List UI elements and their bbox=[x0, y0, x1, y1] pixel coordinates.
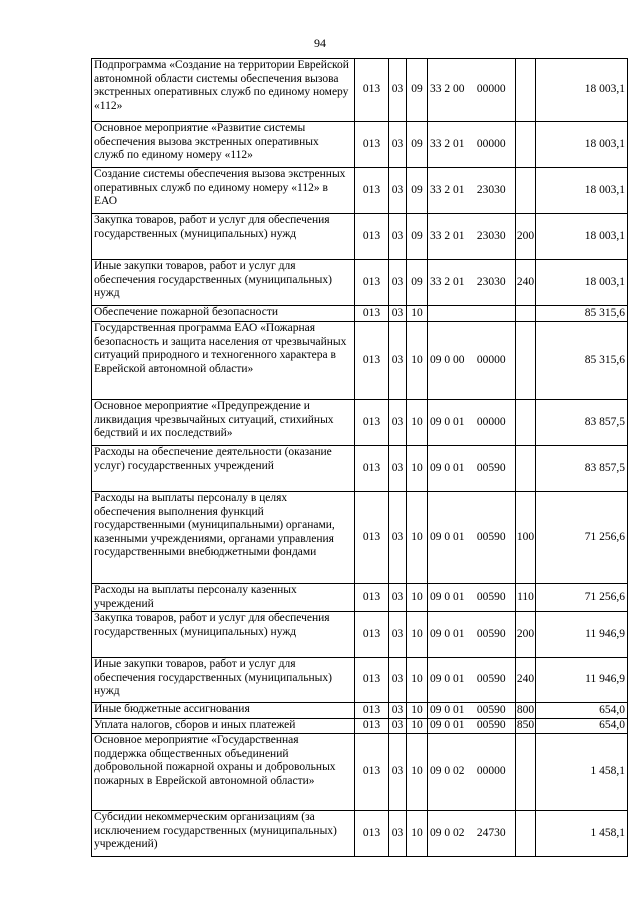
table-row bbox=[92, 658, 628, 703]
row-grbs-code: 013 bbox=[355, 719, 389, 734]
row-grbs-code: 013 bbox=[355, 446, 389, 492]
row-target-article-direction: 00590 bbox=[476, 530, 506, 543]
row-amount: 18 003,1 bbox=[536, 260, 628, 306]
row-target-article-direction: 23030 bbox=[476, 229, 506, 242]
row-expense-type bbox=[516, 322, 536, 400]
row-name: Основное мероприятие «Государственная поддержка общественных объединений добровольной пожарной охраны и добровольных пожарных в Еврейской автономной области» bbox=[92, 734, 355, 811]
row-name: Закупка товаров, работ и услуг для обеспечения государственных (муниципальных) нужд bbox=[92, 612, 355, 658]
row-expense-type: 800 bbox=[516, 703, 536, 719]
row-target-article bbox=[428, 612, 516, 658]
row-name: Основное мероприятие «Предупреждение и ликвидация чрезвычайных ситуаций, стихийных бедствий и их последствий» bbox=[92, 400, 355, 446]
row-expense-type bbox=[516, 446, 536, 492]
row-name: Обеспечение пожарной безопасности bbox=[92, 306, 355, 322]
row-subsection-code: 10 bbox=[407, 658, 428, 703]
row-amount: 71 256,6 bbox=[536, 584, 628, 612]
table-row bbox=[92, 59, 628, 122]
row-subsection-code: 10 bbox=[407, 306, 428, 322]
row-grbs-code: 013 bbox=[355, 492, 389, 584]
row-section-code: 03 bbox=[389, 122, 407, 168]
row-section-code: 03 bbox=[389, 306, 407, 322]
budget-table bbox=[91, 58, 628, 857]
table-row bbox=[92, 811, 628, 857]
row-target-article-direction: 00590 bbox=[476, 461, 506, 474]
row-target-article-direction: 00000 bbox=[476, 415, 506, 428]
row-target-article-program: 09 0 01 bbox=[430, 530, 465, 543]
row-amount: 654,0 bbox=[536, 703, 628, 719]
row-expense-type bbox=[516, 122, 536, 168]
row-subsection-code: 10 bbox=[407, 446, 428, 492]
row-target-article-program: 09 0 01 bbox=[430, 590, 465, 603]
row-name: Государственная программа ЕАО «Пожарная безопасность и защита населения от чрезвычайных ситуаций природного и техногенного характера в Еврейской автономной области» bbox=[92, 322, 355, 400]
row-amount: 85 315,6 bbox=[536, 306, 628, 322]
row-amount: 71 256,6 bbox=[536, 492, 628, 584]
row-name: Иные закупки товаров, работ и услуг для обеспечения государственных (муниципальных) нужд bbox=[92, 658, 355, 703]
table-row bbox=[92, 260, 628, 306]
row-target-article bbox=[428, 719, 516, 734]
row-amount: 18 003,1 bbox=[536, 214, 628, 260]
row-amount: 1 458,1 bbox=[536, 734, 628, 811]
row-subsection-code: 10 bbox=[407, 734, 428, 811]
row-expense-type: 110 bbox=[516, 584, 536, 612]
row-target-article-program: 09 0 01 bbox=[430, 627, 465, 640]
row-name: Расходы на выплаты персоналу казенных учреждений bbox=[92, 584, 355, 612]
row-grbs-code: 013 bbox=[355, 260, 389, 306]
row-target-article-program: 33 2 01 bbox=[430, 229, 465, 242]
row-grbs-code: 013 bbox=[355, 811, 389, 857]
row-target-article bbox=[428, 306, 516, 322]
row-target-article-program: 33 2 01 bbox=[430, 183, 465, 196]
row-section-code: 03 bbox=[389, 214, 407, 260]
row-section-code: 03 bbox=[389, 612, 407, 658]
row-target-article bbox=[428, 584, 516, 612]
row-expense-type: 200 bbox=[516, 214, 536, 260]
row-subsection-code: 09 bbox=[407, 260, 428, 306]
row-section-code: 03 bbox=[389, 719, 407, 734]
row-subsection-code: 10 bbox=[407, 322, 428, 400]
row-subsection-code: 10 bbox=[407, 612, 428, 658]
row-target-article-program: 33 2 01 bbox=[430, 137, 465, 150]
row-amount: 18 003,1 bbox=[536, 168, 628, 214]
row-target-article-program: 09 0 01 bbox=[430, 703, 465, 716]
row-expense-type bbox=[516, 400, 536, 446]
row-grbs-code: 013 bbox=[355, 612, 389, 658]
table-row bbox=[92, 734, 628, 811]
row-target-article bbox=[428, 214, 516, 260]
row-target-article bbox=[428, 734, 516, 811]
row-target-article-program: 09 0 01 bbox=[430, 673, 465, 686]
row-target-article-program: 33 2 01 bbox=[430, 275, 465, 288]
row-target-article-program: 09 0 01 bbox=[430, 415, 465, 428]
row-target-article bbox=[428, 811, 516, 857]
row-target-article-direction: 00000 bbox=[476, 137, 506, 150]
row-section-code: 03 bbox=[389, 584, 407, 612]
row-amount: 83 857,5 bbox=[536, 400, 628, 446]
row-expense-type bbox=[516, 811, 536, 857]
table-row bbox=[92, 719, 628, 734]
row-amount: 18 003,1 bbox=[536, 122, 628, 168]
row-grbs-code: 013 bbox=[355, 658, 389, 703]
row-section-code: 03 bbox=[389, 811, 407, 857]
row-subsection-code: 09 bbox=[407, 168, 428, 214]
row-target-article-direction: 00000 bbox=[476, 765, 506, 778]
row-name: Расходы на выплаты персоналу в целях обеспечения выполнения функций государственными (муниципальными) органами, казенными учреждениями, органами управления государственными внебюджетными фондами bbox=[92, 492, 355, 584]
row-target-article-direction: 00590 bbox=[476, 673, 506, 686]
table-row bbox=[92, 400, 628, 446]
row-expense-type: 240 bbox=[516, 260, 536, 306]
row-target-article bbox=[428, 260, 516, 306]
row-target-article-program: 09 0 02 bbox=[430, 765, 465, 778]
row-section-code: 03 bbox=[389, 400, 407, 446]
row-amount: 83 857,5 bbox=[536, 446, 628, 492]
row-target-article-direction: 24730 bbox=[476, 826, 506, 839]
row-target-article bbox=[428, 658, 516, 703]
row-expense-type: 850 bbox=[516, 719, 536, 734]
row-target-article-direction: 00000 bbox=[476, 83, 506, 96]
row-subsection-code: 10 bbox=[407, 492, 428, 584]
row-section-code: 03 bbox=[389, 59, 407, 122]
row-target-article bbox=[428, 446, 516, 492]
table-row bbox=[92, 168, 628, 214]
row-target-article-direction: 00000 bbox=[476, 353, 506, 366]
row-target-article bbox=[428, 322, 516, 400]
table-row bbox=[92, 322, 628, 400]
row-name: Субсидии некоммерческим организациям (за исключением государственных (муниципальных) учреждений) bbox=[92, 811, 355, 857]
row-amount: 654,0 bbox=[536, 719, 628, 734]
row-expense-type bbox=[516, 734, 536, 811]
row-grbs-code: 013 bbox=[355, 306, 389, 322]
row-grbs-code: 013 bbox=[355, 584, 389, 612]
row-target-article bbox=[428, 122, 516, 168]
row-name: Уплата налогов, сборов и иных платежей bbox=[92, 719, 355, 734]
row-target-article-program: 09 0 00 bbox=[430, 353, 465, 366]
row-target-article bbox=[428, 703, 516, 719]
row-expense-type: 200 bbox=[516, 612, 536, 658]
row-amount: 85 315,6 bbox=[536, 322, 628, 400]
row-grbs-code: 013 bbox=[355, 322, 389, 400]
table-row bbox=[92, 703, 628, 719]
row-target-article-direction: 23030 bbox=[476, 275, 506, 288]
row-amount: 11 946,9 bbox=[536, 612, 628, 658]
row-name: Расходы на обеспечение деятельности (оказание услуг) государственных учреждений bbox=[92, 446, 355, 492]
row-target-article-program: 09 0 01 bbox=[430, 461, 465, 474]
row-target-article bbox=[428, 400, 516, 446]
row-target-article-program: 09 0 02 bbox=[430, 826, 465, 839]
budget-table-body bbox=[92, 59, 628, 857]
row-grbs-code: 013 bbox=[355, 59, 389, 122]
page-number: 94 bbox=[314, 36, 326, 50]
row-target-article-program: 33 2 00 bbox=[430, 83, 465, 96]
row-subsection-code: 10 bbox=[407, 584, 428, 612]
table-row bbox=[92, 446, 628, 492]
row-target-article-direction: 00590 bbox=[476, 719, 506, 732]
row-amount: 1 458,1 bbox=[536, 811, 628, 857]
row-amount: 18 003,1 bbox=[536, 59, 628, 122]
table-row bbox=[92, 492, 628, 584]
row-subsection-code: 10 bbox=[407, 703, 428, 719]
row-grbs-code: 013 bbox=[355, 122, 389, 168]
row-expense-type: 240 bbox=[516, 658, 536, 703]
row-expense-type: 100 bbox=[516, 492, 536, 584]
row-target-article-direction: 23030 bbox=[476, 183, 506, 196]
row-target-article-direction: 00590 bbox=[476, 627, 506, 640]
table-row bbox=[92, 584, 628, 612]
row-grbs-code: 013 bbox=[355, 400, 389, 446]
row-name: Закупка товаров, работ и услуг для обеспечения государственных (муниципальных) нужд bbox=[92, 214, 355, 260]
row-name: Основное мероприятие «Развитие системы обеспечения вызова экстренных оперативных служб по единому номеру «112» bbox=[92, 122, 355, 168]
row-section-code: 03 bbox=[389, 446, 407, 492]
row-subsection-code: 10 bbox=[407, 811, 428, 857]
row-subsection-code: 10 bbox=[407, 719, 428, 734]
row-section-code: 03 bbox=[389, 322, 407, 400]
row-section-code: 03 bbox=[389, 658, 407, 703]
row-expense-type bbox=[516, 168, 536, 214]
row-expense-type bbox=[516, 59, 536, 122]
row-target-article-direction: 00590 bbox=[476, 703, 506, 716]
row-expense-type bbox=[516, 306, 536, 322]
table-row bbox=[92, 612, 628, 658]
row-grbs-code: 013 bbox=[355, 168, 389, 214]
row-section-code: 03 bbox=[389, 168, 407, 214]
row-subsection-code: 09 bbox=[407, 59, 428, 122]
table-row bbox=[92, 214, 628, 260]
row-section-code: 03 bbox=[389, 260, 407, 306]
row-subsection-code: 09 bbox=[407, 122, 428, 168]
row-target-article-program: 09 0 01 bbox=[430, 719, 465, 732]
row-name: Подпрограмма «Создание на территории Еврейской автономной области системы обеспечения вызова экстренных оперативных служб по единому номеру «112» bbox=[92, 59, 355, 122]
row-section-code: 03 bbox=[389, 703, 407, 719]
row-target-article-direction: 00590 bbox=[476, 590, 506, 603]
row-grbs-code: 013 bbox=[355, 703, 389, 719]
row-section-code: 03 bbox=[389, 492, 407, 584]
row-name: Создание системы обеспечения вызова экстренных оперативных служб по единому номеру «112» в ЕАО bbox=[92, 168, 355, 214]
row-target-article bbox=[428, 168, 516, 214]
table-row bbox=[92, 122, 628, 168]
row-grbs-code: 013 bbox=[355, 214, 389, 260]
row-name: Иные закупки товаров, работ и услуг для обеспечения государственных (муниципальных) нужд bbox=[92, 260, 355, 306]
row-amount: 11 946,9 bbox=[536, 658, 628, 703]
row-grbs-code: 013 bbox=[355, 734, 389, 811]
row-target-article bbox=[428, 59, 516, 122]
row-subsection-code: 10 bbox=[407, 400, 428, 446]
table-row bbox=[92, 306, 628, 322]
row-section-code: 03 bbox=[389, 734, 407, 811]
row-subsection-code: 09 bbox=[407, 214, 428, 260]
row-name: Иные бюджетные ассигнования bbox=[92, 703, 355, 719]
row-target-article bbox=[428, 492, 516, 584]
